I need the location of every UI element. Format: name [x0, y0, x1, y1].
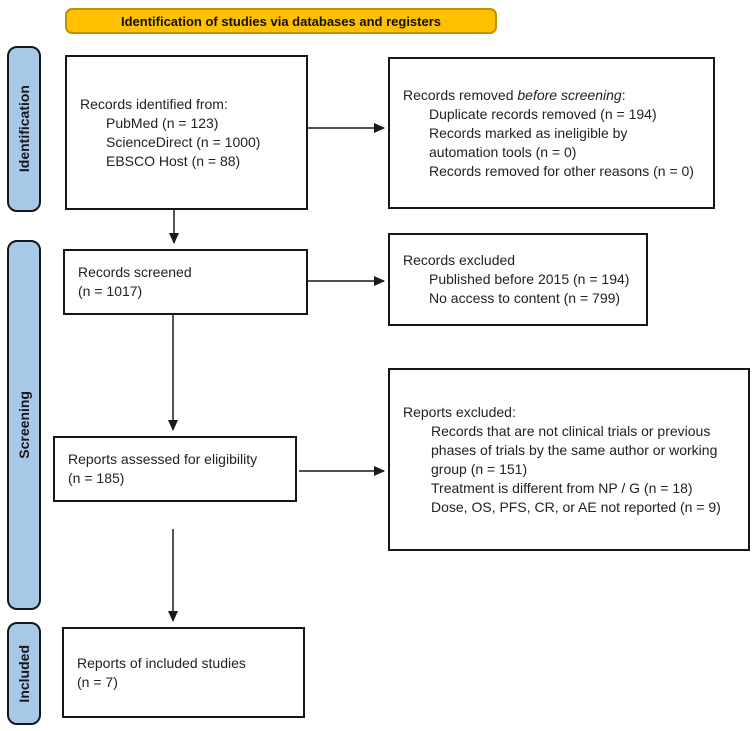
reports-excluded-title: Reports excluded:: [403, 403, 516, 420]
records-removed-title-prefix: Records removed: [403, 86, 518, 103]
stage-included: [7, 622, 41, 725]
records-removed-title-suffix: :: [621, 86, 626, 103]
removed-duplicates: Duplicate records removed (n = 194): [429, 105, 657, 122]
excluded-different-treatment: Treatment is different from NP / G (n = 18): [431, 479, 693, 496]
box-records-excluded: [388, 233, 648, 326]
box-reports-excluded: [388, 368, 750, 551]
removed-automation: Records marked as ineligible by automation tools (n = 0): [429, 124, 628, 160]
reports-assessed-label: Reports assessed for eligibility: [68, 451, 258, 467]
excluded-not-clinical-trials: Records that are not clinical trials or previous phases of trials by the same author or working group (n = 151): [431, 422, 718, 477]
records-removed-title: [403, 86, 697, 105]
banner-label: Identification of studies via databases and registers: [120, 13, 442, 29]
stage-screening-label: Screening: [16, 391, 32, 459]
box-records-removed: [388, 57, 715, 209]
box-records-screened: [63, 249, 308, 315]
excluded-before-2015: Published before 2015 (n = 194): [429, 271, 630, 287]
stage-identification: [7, 46, 41, 212]
stage-screening: [7, 240, 41, 610]
source-pubmed: PubMed (n = 123): [106, 114, 219, 131]
box-records-identified: [65, 55, 308, 210]
excluded-not-reported: Dose, OS, PFS, CR, or AE not reported (n = 9): [431, 498, 721, 515]
source-ebsco: EBSCO Host (n = 88): [106, 152, 241, 169]
records-identified-title: Records identified from:: [80, 95, 228, 112]
box-reports-included: [62, 627, 305, 718]
records-removed-title-italic: before screening: [517, 86, 622, 103]
banner-title: [65, 8, 497, 34]
reports-included-label: Reports of included studies: [77, 654, 246, 671]
removed-other: Records removed for other reasons (n = 0): [429, 162, 694, 179]
stage-identification-label: Identification: [16, 85, 32, 173]
records-screened-label: Records screened: [78, 264, 192, 280]
source-sciencedirect: ScienceDirect (n = 1000): [106, 133, 261, 150]
reports-included-count: (n = 7): [77, 673, 118, 690]
stage-included-label: Included: [16, 644, 32, 703]
records-screened-count: (n = 1017): [78, 283, 143, 299]
records-excluded-title: Records excluded: [403, 252, 516, 268]
reports-assessed-count: (n = 185): [68, 470, 125, 486]
box-reports-assessed: [53, 436, 297, 502]
excluded-no-access: No access to content (n = 799): [429, 290, 621, 306]
